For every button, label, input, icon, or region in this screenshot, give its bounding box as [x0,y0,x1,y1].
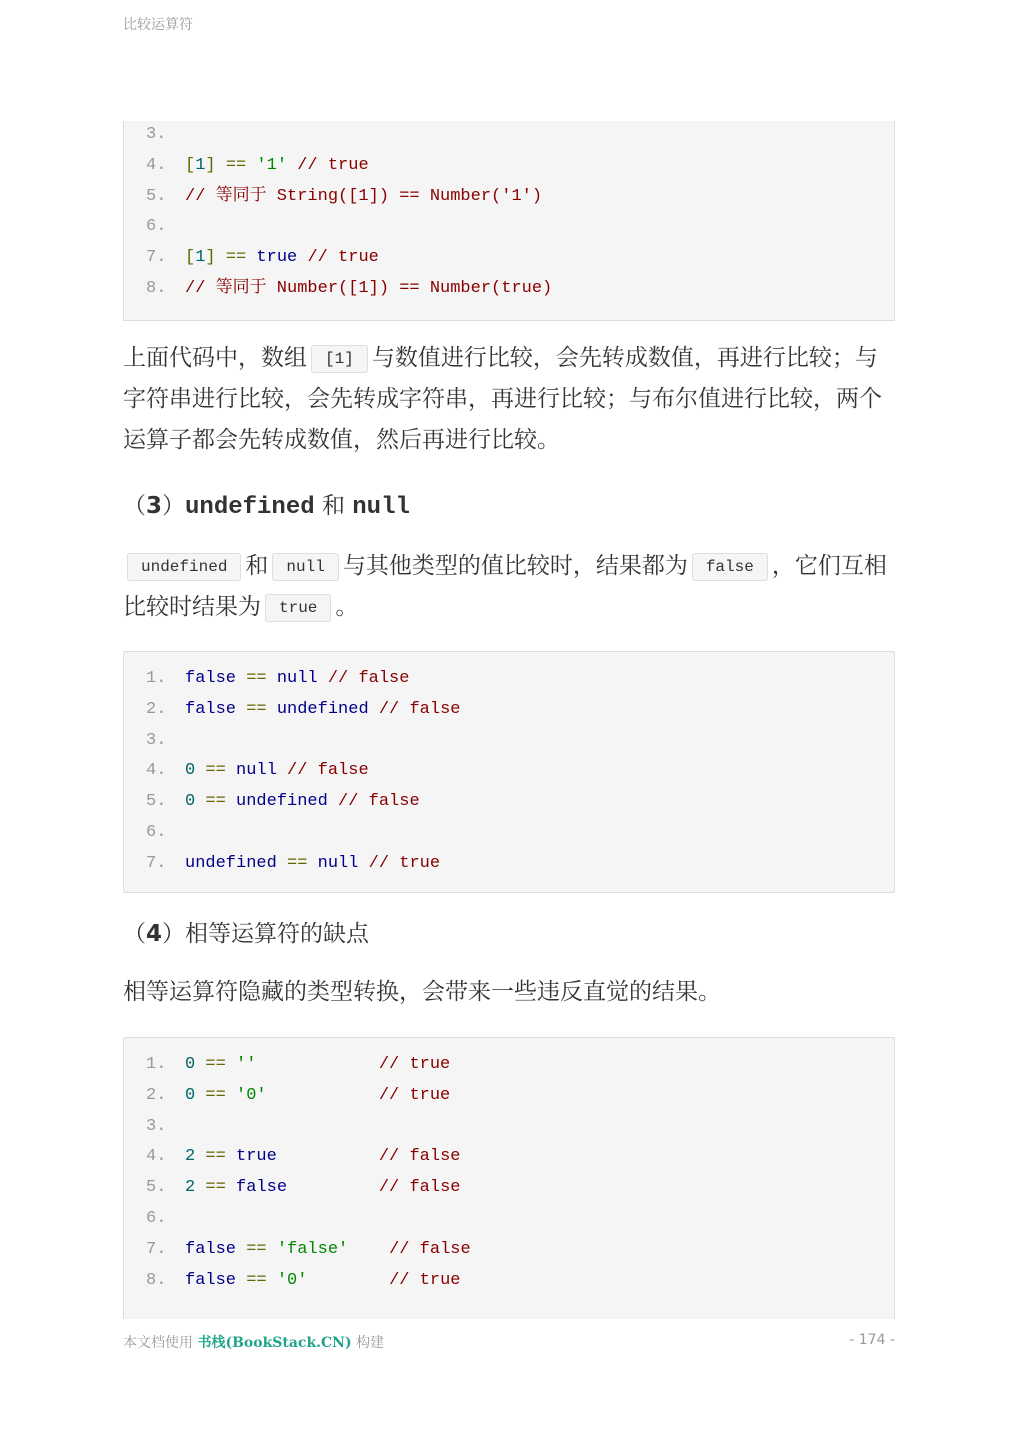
heading-number: 4 [146,921,163,947]
code-source [185,273,552,304]
line-number: 6. [146,823,167,842]
heading-number: 3 [146,493,163,519]
section-heading-4 [123,915,369,948]
code-token [226,1086,236,1105]
code-token: [ [185,155,196,175]
code-token: == [225,155,247,175]
code-block-2 [123,651,895,893]
code-token: 2 [185,1178,196,1198]
code-token: true [236,1147,277,1167]
paragraph-text: 相等运算符隐藏的类型转换，会带来一些违反直觉的结果。 [123,979,721,1005]
code-source [185,1234,471,1265]
code-token: == [205,761,226,781]
code-token: // true [378,1085,451,1105]
code-token [226,792,236,811]
code-token: // true [368,853,441,873]
code-token [307,854,317,873]
code-source [185,1080,450,1111]
line-number: 2. [146,699,167,719]
heading-code-undefined: undefined [185,494,315,521]
code-token: 1 [195,248,206,268]
code-token [226,1055,236,1074]
code-token: == [205,1147,226,1167]
code-token [246,156,256,175]
section-heading-3 [123,487,410,521]
code-token [236,700,246,719]
code-source [185,1141,460,1172]
code-token [358,854,368,873]
code-token: null [236,761,277,781]
code-token [287,156,297,175]
paragraph-drawback [123,972,895,1013]
code-token: // true [297,155,369,175]
inline-code: null [272,553,338,581]
code-source [185,1172,460,1203]
heading-paren: ） [162,921,186,947]
code-token: [ [185,248,196,268]
code-token: ] [205,248,216,268]
code-block-1 [123,121,895,321]
code-token: 0 [185,761,196,781]
line-number: 8. [146,279,167,298]
code-token: true [256,248,298,268]
code-token: undefined [185,853,277,873]
heading-code-null: null [352,494,410,521]
code-token [226,1178,236,1197]
code-block-3 [123,1037,895,1319]
line-number: 5. [146,792,167,812]
heading-paren: ） [162,493,186,519]
paragraph-array-comparison [123,338,895,461]
paragraph-text: 与其他类型的值比较时，结果都为 [342,553,688,579]
code-token [348,1240,389,1259]
code-token: '1' [256,155,288,175]
code-token: == [246,699,267,719]
line-number: 3. [146,730,167,750]
line-number: 7. [146,248,167,268]
page-number: - 174 - [849,1332,895,1348]
code-token: == [205,1085,226,1105]
code-source [185,755,369,786]
inline-code: true [265,594,331,622]
code-token [277,854,287,873]
heading-text: 和 [321,493,345,519]
line-number: 3. [146,125,167,144]
code-token [236,669,246,688]
code-token: 1 [195,155,206,175]
code-token [277,1147,379,1166]
code-token: // false [378,1178,461,1198]
code-token [226,761,236,780]
code-token: 'false' [276,1239,349,1259]
code-token: false [185,1270,237,1290]
code-token [195,792,205,811]
footer-brand-link[interactable]: 书栈(BookStack.CN) [197,1335,352,1351]
code-token [328,792,338,811]
code-token [256,1055,378,1074]
code-token: // true [389,1270,461,1290]
code-token: == [246,1239,267,1259]
line-number: 4. [146,761,167,781]
code-token: 0 [185,1085,196,1105]
code-token: == [205,1055,226,1074]
heading-paren: （ [123,921,146,947]
code-token [195,1147,205,1166]
code-token [216,248,226,267]
paragraph-undefined-null [123,546,895,628]
code-token: '0' [236,1085,267,1105]
paragraph-text: 上面代码中，数组 [123,345,307,371]
footer-suffix: 构建 [356,1335,385,1351]
code-token: 2 [185,1147,196,1167]
inline-code: [1] [311,345,368,373]
line-number: 6. [146,217,167,237]
line-number: 8. [146,1270,167,1290]
code-token [297,248,307,267]
paragraph-text: 和 [245,553,269,579]
code-token [267,1271,277,1290]
line-number: 5. [146,186,167,206]
code-token [226,1147,236,1166]
code-token [195,761,205,780]
code-token: false [185,669,237,688]
code-token [195,1178,205,1197]
code-token [318,669,328,688]
code-token: == [225,248,247,268]
code-token [369,700,379,719]
line-number: 2. [146,1085,167,1105]
code-token: null [276,669,318,688]
heading-text: 相等运算符的缺点 [185,921,370,947]
line-number: 5. [146,1178,167,1198]
code-token [267,700,277,719]
code-token: == [246,669,267,688]
inline-code: undefined [127,553,241,581]
line-number: 1. [146,669,167,688]
code-token [236,1240,246,1259]
code-token: 0 [185,1055,196,1074]
line-number: 7. [146,853,167,873]
code-token: ] [205,155,216,175]
paragraph-text: 与数值进行比较，会先转成数值，再进行比较；与字符串进行比较，会先转成字符串，再进行比较；与布尔值进行比较，两个运算子都会先转成数值，然后再进行比较。 [123,345,882,453]
code-source [185,242,379,273]
code-token: null [317,853,359,873]
code-token: // false [338,792,420,812]
code-token: '0' [276,1270,308,1290]
code-token [236,1271,246,1290]
inline-code: false [692,553,768,581]
code-token: // true [307,248,379,268]
code-source [185,848,440,879]
code-token: == [205,1178,226,1198]
code-token: == [246,1270,267,1290]
line-number: 4. [146,1147,167,1167]
footer-prefix: 本文档使用 [123,1335,193,1351]
heading-paren: （ [123,493,146,519]
code-source [185,663,409,694]
code-token: // false [378,1147,461,1167]
code-token [195,1055,205,1074]
code-token: '' [236,1055,257,1074]
code-token [267,1086,379,1105]
code-source [185,694,460,725]
code-token: // 等同于 String([1]) == Number('1') [185,186,543,206]
code-source [185,786,420,817]
code-source [185,181,542,212]
code-token [307,1271,389,1290]
paragraph-text: ，它们互相比较时结果为 [123,553,887,620]
code-token [267,669,277,688]
code-token: // false [389,1239,471,1259]
running-header: 比较运算符 [123,17,193,33]
code-token: // 等同于 Number([1]) == Number(true) [185,279,553,298]
code-source [185,150,369,181]
code-token: // true [378,1055,451,1074]
line-number: 6. [146,1209,167,1228]
code-token [246,248,256,267]
code-token [277,761,287,780]
code-token: // false [378,699,461,719]
code-token [287,1178,379,1197]
code-token [216,156,226,175]
code-token [267,1240,277,1259]
page-footer [123,1332,384,1352]
line-number: 1. [146,1055,167,1074]
code-source [185,1265,460,1296]
code-token: 0 [185,792,196,812]
line-number: 3. [146,1116,167,1136]
code-token: false [185,1239,237,1259]
code-token: // false [327,669,410,688]
code-token: // false [287,761,369,781]
code-token: == [205,792,226,812]
line-number: 7. [146,1239,167,1259]
code-token: false [236,1178,288,1198]
code-token: == [287,853,308,873]
code-token: undefined [236,792,328,812]
paragraph-text: 。 [335,594,359,620]
line-number: 4. [146,155,167,175]
code-source [185,1049,450,1080]
code-token: false [185,699,237,719]
code-token [195,1086,205,1105]
code-token: undefined [276,699,369,719]
